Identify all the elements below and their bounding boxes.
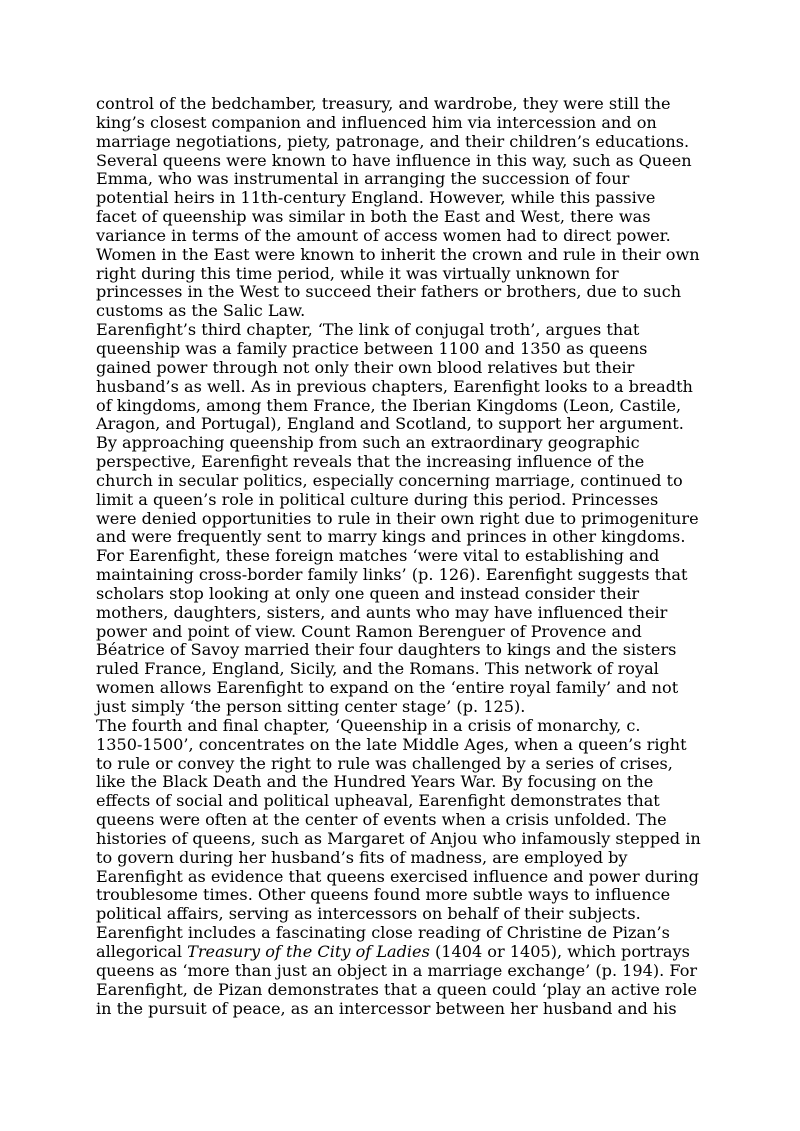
text-line: potential heirs in 11th-century England. However, while this passive (96, 188, 656, 208)
text-line: For Earenfight, these foreign matches ‘were vital to establishing and (96, 546, 660, 566)
text-line: to rule or convey the right to rule was challenged by a series of crises, (96, 753, 673, 773)
text-line: Earenfight, de Pizan demonstrates that a queen could ‘play an active role (96, 979, 698, 999)
text-line: Earenfight’s third chapter, ‘The link of conjugal troth’, argues that (96, 320, 640, 340)
text-line: princesses in the West to succeed their fathers or brothers, due to such (96, 282, 682, 302)
text-fragment: allegorical (96, 941, 188, 961)
text-line: Earenfight includes a fascinating close reading of Christine de Pizan’s (96, 923, 670, 943)
text-line: maintaining cross-border family links’ (p. 126). Earenfight suggests that (96, 565, 688, 585)
text-line: Aragon, and Portugal), England and Scotland, to support her argument. (96, 414, 684, 434)
text-line: By approaching queenship from such an extraordinary geographic (96, 433, 640, 453)
text-line: power and point of view. Count Ramon Berenguer of Provence and (96, 621, 642, 641)
text-line: church in secular politics, especially concerning marriage, continued to (96, 470, 683, 490)
text-line: variance in terms of the amount of access women had to direct power. (96, 225, 671, 245)
text-line: limit a queen’s role in political culture during this period. Princesses (96, 489, 659, 509)
text-line: troublesome times. Other queens found more subtle ways to influence (96, 885, 671, 905)
text-line: political affairs, serving as intercessors on behalf of their subjects. (96, 904, 641, 924)
text-line: and were frequently sent to marry kings and princes in other kingdoms. (96, 527, 686, 547)
text-line: husband’s as well. As in previous chapters, Earenfight looks to a breadth (96, 376, 693, 396)
text-line-with-italic-title (96, 943, 714, 962)
text-line: Béatrice of Savoy married their four daughters to kings and the sisters (96, 640, 677, 660)
paragraph-1 (96, 95, 714, 321)
text-line: queenship was a family practice between 1100 and 1350 as queens (96, 338, 648, 358)
text-line: queens as ‘more than just an object in a marriage exchange’ (p. 194). For (96, 960, 698, 980)
text-line: ruled France, England, Sicily, and the Romans. This network of royal (96, 659, 659, 679)
text-line: effects of social and political upheaval, Earenfight demonstrates that (96, 791, 660, 811)
text-line: to govern during her husband’s fits of madness, are employed by (96, 847, 628, 867)
text-line: of kingdoms, among them France, the Iberian Kingdoms (Leon, Castile, (96, 395, 682, 415)
text-line: customs as the Salic Law. (96, 301, 306, 321)
text-line: scholars stop looking at only one queen and instead consider their (96, 583, 640, 603)
text-line: king’s closest companion and influenced him via intercession and on (96, 112, 657, 132)
text-fragment: (1404 or 1405), which portrays (429, 941, 690, 961)
text-line: histories of queens, such as Margaret of Anjou who infamously stepped in (96, 828, 701, 848)
text-line: right during this time period, while it was virtually unknown for (96, 263, 619, 283)
paragraph-2 (96, 321, 714, 717)
text-line: women allows Earenfight to expand on the ‘entire royal family’ and not (96, 678, 679, 698)
text-line: Emma, who was instrumental in arranging the succession of four (96, 169, 630, 189)
text-line: just simply ‘the person sitting center stage’ (p. 125). (96, 697, 526, 716)
text-line: perspective, Earenfight reveals that the increasing influence of the (96, 452, 645, 472)
text-line: were denied opportunities to rule in their own right due to primogeniture (96, 508, 699, 528)
text-line: control of the bedchamber, treasury, and wardrobe, they were still the (96, 94, 671, 113)
text-line: mothers, daughters, sisters, and aunts who may have influenced their (96, 602, 668, 622)
text-line: Women in the East were known to inherit the crown and rule in their own (96, 244, 700, 264)
paragraph-3 (96, 717, 714, 1019)
text-line: like the Black Death and the Hundred Years War. By focusing on the (96, 772, 654, 792)
text-line: queens were often at the center of events when a crisis unfolded. The (96, 810, 667, 830)
text-line: The fourth and final chapter, ‘Queenship in a crisis of monarchy, c. (96, 715, 641, 735)
text-line: marriage negotiations, piety, patronage, and their children’s educations. (96, 131, 690, 151)
book-title: Treasury of the City of Ladies (187, 941, 430, 961)
text-line: Earenfight as evidence that queens exercised influence and power during (96, 866, 699, 886)
document-page (96, 95, 714, 1018)
text-line: in the pursuit of peace, as an intercessor between her husband and his (96, 998, 677, 1018)
text-line: 1350-1500’, concentrates on the late Middle Ages, when a queen’s right (96, 734, 687, 754)
text-line: gained power through not only their own blood relatives but their (96, 357, 635, 377)
text-line: facet of queenship was similar in both the East and West, there was (96, 207, 651, 227)
text-line: Several queens were known to have influence in this way, such as Queen (96, 150, 692, 170)
